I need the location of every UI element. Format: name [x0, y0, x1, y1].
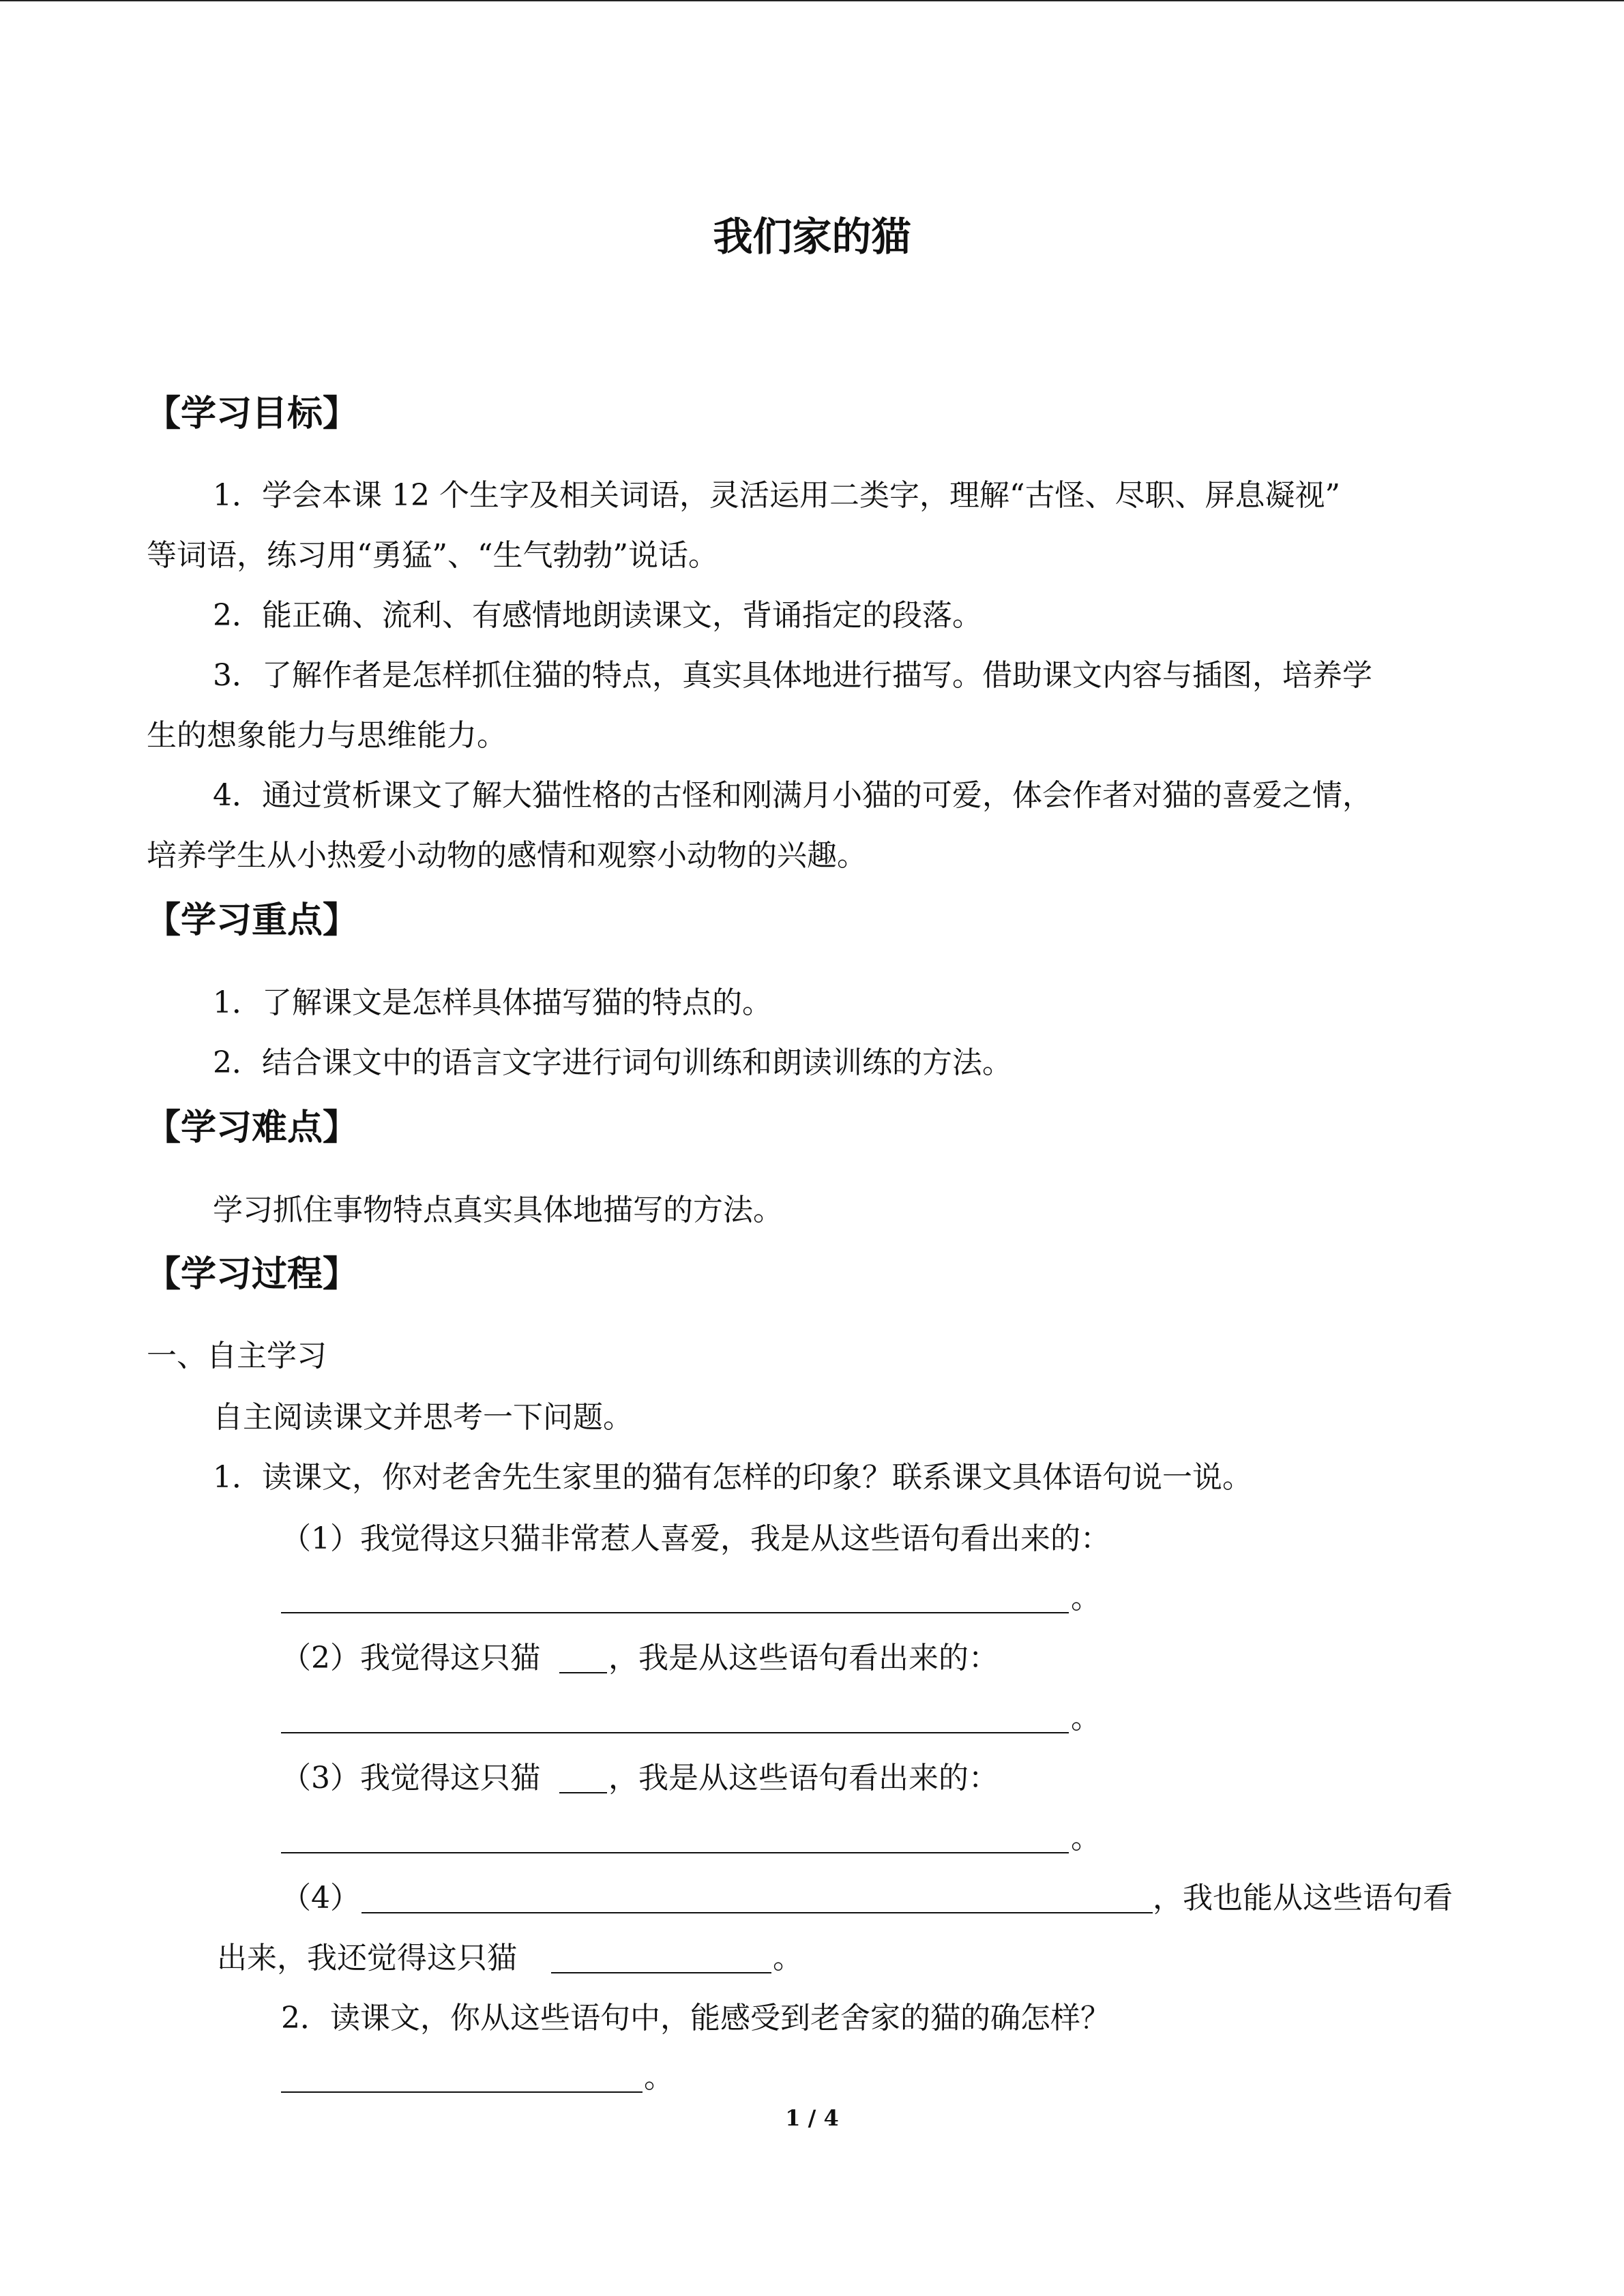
section-heading-goals: 【学习目标】 — [145, 393, 359, 434]
goal-item-4-cont: 培养学生从小热爱小动物的感情和观察小动物的兴趣。 — [147, 838, 867, 873]
question-2: 2．读课文，你从这些语句中，能感受到老舍家的猫的确怎样？ — [281, 2001, 1110, 2036]
page-number: 1 / 4 — [785, 2105, 839, 2131]
answer-line-1-3[interactable] — [281, 1852, 1069, 1853]
goal-item-4: 4．通过赏析课文了解大猫性格的古怪和刚满月小猫的可爱，体会作者对猫的喜爱之情， — [213, 778, 1372, 813]
answer-blank-1-4[interactable] — [551, 1972, 771, 1973]
question-1-3-start: （3）我觉得这只猫 — [281, 1761, 540, 1795]
answer-line-1-2[interactable] — [281, 1732, 1069, 1733]
period-2: 。 — [644, 2060, 674, 2095]
section-heading-key-points: 【学习重点】 — [145, 900, 359, 941]
period-1-4: 。 — [773, 1941, 803, 1976]
process-intro: 自主阅读课文并思考一下问题。 — [213, 1400, 633, 1435]
section-heading-difficulties: 【学习难点】 — [145, 1107, 359, 1148]
goal-item-3: 3．了解作者是怎样抓住猫的特点，真实具体地进行描写。借助课文内容与插图，培养学 — [213, 658, 1372, 693]
goal-item-2: 2．能正确、流利、有感情地朗读课文，背诵指定的段落。 — [213, 598, 982, 633]
question-1-4-cont: 出来，我还觉得这只猫 — [217, 1941, 517, 1976]
question-1-4-start: （4） — [281, 1881, 360, 1915]
answer-line-1-4[interactable] — [361, 1912, 1153, 1913]
period-1-1: 。 — [1071, 1581, 1101, 1615]
question-1-1: （1）我觉得这只猫非常惹人喜爱，我是从这些语句看出来的： — [281, 1521, 1110, 1556]
question-1-2-start: （2）我觉得这只猫 — [281, 1641, 540, 1675]
difficulty-item-1: 学习抓住事物特点真实具体地描写的方法。 — [213, 1193, 783, 1227]
answer-line-2[interactable] — [281, 2091, 643, 2093]
question-1-2-end: ，我是从这些语句看出来的： — [608, 1641, 999, 1675]
question-1: 1．读课文，你对老舍先生家里的猫有怎样的印象？联系课文具体语句说一说。 — [213, 1460, 1252, 1495]
page-title: 我们家的猫 — [713, 213, 911, 260]
goal-item-1: 1．学会本课 12 个生字及相关词语，灵活运用二类字，理解“古怪、尽职、屏息凝视” — [213, 478, 1340, 513]
question-1-4-mid: ，我也能从这些语句看 — [1153, 1881, 1453, 1915]
process-part-1: 一、自主学习 — [147, 1339, 327, 1373]
goal-item-3-cont: 生的想象能力与思维能力。 — [147, 718, 507, 753]
goal-item-1-cont: 等词语，练习用“勇猛”、“生气勃勃”说话。 — [147, 538, 718, 573]
answer-line-1-1[interactable] — [281, 1612, 1069, 1613]
key-point-item-1: 1．了解课文是怎样具体描写猫的特点的。 — [213, 985, 772, 1020]
key-point-item-2: 2．结合课文中的语言文字进行词句训练和朗读训练的方法。 — [213, 1045, 1012, 1080]
answer-blank-1-3[interactable] — [559, 1792, 607, 1793]
question-1-3-end: ，我是从这些语句看出来的： — [608, 1761, 999, 1795]
section-heading-process: 【学习过程】 — [145, 1254, 359, 1295]
period-1-2: 。 — [1071, 1701, 1101, 1735]
answer-blank-1-2[interactable] — [559, 1672, 607, 1673]
period-1-3: 。 — [1071, 1821, 1101, 1855]
